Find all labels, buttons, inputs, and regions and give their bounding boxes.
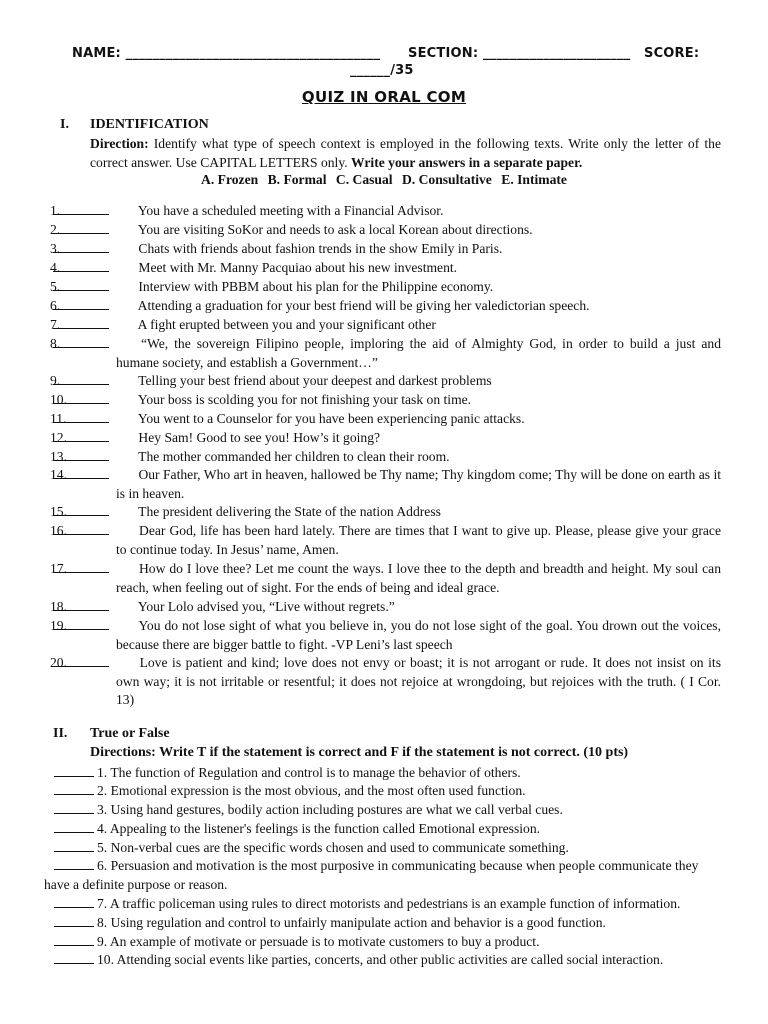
identification-item [50,221,721,240]
item-text: You have a scheduled meeting with a Financial Advisor. [137,203,444,218]
item-text: A traffic policeman using rules to direct motorists and pedestrians is an example function of information. [109,896,681,911]
identification-item [50,240,721,259]
identification-item [50,391,721,410]
option-a: A. Frozen [201,172,259,187]
item-number: 4. [50,260,61,275]
item-number: 7. [50,317,61,332]
identification-item-body [50,598,721,617]
item-text: Using hand gestures, bodily action including postures are what we call verbal cues. [110,802,563,817]
answer-blank[interactable] [53,221,109,234]
item-number: 9. [97,934,108,949]
identification-item [50,410,721,429]
item-number: 18. [50,599,67,614]
item-text: Dear God, life has been hard lately. There are times that I want to give up. Please, please give your grace to continue today. In Jesus’ name, Amen. [116,523,721,557]
item-number: 14. [50,467,67,482]
item-number: 1. [50,203,61,218]
answer-blank[interactable] [53,372,109,385]
identification-item [50,654,721,710]
true-false-item [54,895,722,914]
identification-item-body [50,560,721,597]
item-number: 7. [97,896,108,911]
item-number: 4. [97,821,108,836]
item-text: Hey Sam! Good to see you! How’s it going? [138,430,381,445]
item-number: 6. [50,298,61,313]
true-false-item [54,933,722,952]
answer-options [0,172,768,188]
answer-blank[interactable] [53,278,109,291]
identification-item-body [50,466,722,503]
item-number: 2. [97,783,108,798]
identification-item-body [50,372,721,391]
true-false-item [54,914,722,933]
direction-label: Direction: [90,136,149,151]
item-number: 12. [50,430,67,445]
item-number: 5. [50,279,61,294]
item-number: 8. [50,336,61,351]
identification-item [50,466,722,503]
item-text: “We, the sovereign Filipino people, imploring the aid of Almighty God, in order to build a just and humane society, and establish a Government…” [116,336,721,370]
true-false-item [54,801,722,820]
item-number: 13. [50,449,67,464]
identification-item [50,278,721,297]
item-text: Your Lolo advised you, “Live without regrets.” [137,599,395,614]
identification-item-body [50,410,721,429]
answer-blank[interactable] [54,857,94,870]
item-text: You are visiting SoKor and needs to ask a local Korean about directions. [137,222,533,237]
item-number: 15. [50,504,67,519]
identification-item [50,560,721,597]
item-text: The function of Regulation and control is to manage the behavior of others. [110,765,521,780]
identification-item [50,372,721,391]
answer-blank[interactable] [54,933,94,946]
identification-item [50,259,721,278]
option-d: D. Consultative [401,172,492,187]
item-text: The president delivering the State of the nation Address [138,504,441,519]
item-text: Appealing to the listener's feelings is the function called Emotional expression. [109,821,541,836]
item-text: You went to a Counselor for you have been experiencing panic attacks. [137,411,525,426]
true-false-item [54,820,722,839]
item-number: 3. [97,802,108,817]
item-text: An example of motivate or persuade is to motivate customers to buy a product. [109,934,540,949]
answer-blank[interactable] [53,316,109,329]
identification-item [50,429,721,448]
identification-item [50,316,721,335]
item-number: 16. [50,523,67,538]
direction-bold-text: Write your answers in a separate paper. [351,154,583,170]
identification-item [50,335,721,372]
identification-item-body [50,617,721,654]
part2-directions: Directions: Write T if the statement is correct and F if the statement is not correct. (10 pts) [90,745,629,760]
part1-direction [90,135,721,172]
answer-blank[interactable] [54,951,94,964]
identification-item-body [50,429,721,448]
page-title: QUIZ IN ORAL COM [301,88,467,106]
item-number: 19. [50,618,67,633]
identification-item-body [50,202,721,221]
answer-blank[interactable] [54,764,94,777]
answer-blank[interactable] [53,335,109,348]
true-false-item [54,764,722,783]
identification-item-body [50,391,721,410]
name-field-label: NAME: ______________________________________ [72,46,381,61]
item-text: How do I love thee? Let me count the ways. I love thee to the depth and breadth and height. My soul can reach, when feeling out of sight. For the ends of being and ideal grace. [116,561,721,595]
identification-item-body [50,259,721,278]
true-false-item [54,839,722,858]
part2-numeral: II. [53,726,68,741]
identification-item-body [50,522,721,559]
identification-item-body [50,448,721,467]
option-c: C. Casual [335,172,393,187]
answer-blank[interactable] [54,801,94,814]
part2-heading: True or False [90,726,170,741]
true-false-item [44,857,722,894]
item-text: The mother commanded her children to clean their room. [138,449,450,464]
item-text: Persuasion and motivation is the most purposive in communicating because when people communicate they have a definite purpose or reason. [44,858,699,892]
answer-blank[interactable] [54,895,94,908]
identification-item-body [50,335,721,372]
item-number: 11. [50,411,67,426]
score-label: SCORE: [644,46,700,61]
item-number: 9. [50,373,61,388]
item-text: Telling your best friend about your deepest and darkest problems [138,373,492,388]
identification-item-body [50,654,721,710]
identification-item [50,598,721,617]
item-text: Emotional expression is the most obvious, and the most often used function. [110,783,526,798]
identification-item [50,448,721,467]
answer-blank[interactable] [54,839,94,852]
item-number: 20. [50,655,67,670]
item-text: Your boss is scolding you for not finishing your task on time. [137,392,472,407]
direction-text: Identify what type of speech context is employed in the following texts. Write only the letter of the correct answer. Use CAPITAL LETTERS only. [90,136,721,170]
item-number: 6. [97,858,108,873]
item-number: 10. [97,952,114,967]
score-line: ______/35 [350,63,414,78]
option-b: B. Formal [267,172,327,187]
option-e: E. Intimate [501,172,567,187]
section-field-label: SECTION: ______________________ [408,46,631,61]
answer-blank[interactable] [53,202,109,215]
item-number: 8. [97,915,108,930]
item-text: Chats with friends about fashion trends in the show Emily in Paris. [138,241,503,256]
answer-blank[interactable] [54,820,94,833]
answer-blank[interactable] [53,297,109,310]
identification-item [50,522,721,559]
identification-item-body [50,278,721,297]
item-text: Interview with PBBM about his plan for the Philippine economy. [138,279,494,294]
item-text: Using regulation and control to unfairly manipulate action and behavior is a good function. [110,915,606,930]
true-false-item [54,951,722,970]
identification-item-body [50,503,721,522]
item-text: You do not lose sight of what you believe in, you do not lose sight of the goal. You drown out the voices, because there are bigger battle to fight. -VP Leni’s last speech [116,618,721,652]
item-number: 2. [50,222,61,237]
true-false-item [54,782,722,801]
answer-blank[interactable] [54,914,94,927]
answer-blank[interactable] [53,259,109,272]
item-number: 3. [50,241,61,256]
item-text: A fight erupted between you and your significant other [137,317,436,332]
item-number: 10. [50,392,67,407]
item-text: Non-verbal cues are the specific words chosen and used to communicate something. [110,840,569,855]
item-number: 5. [97,840,108,855]
identification-item [50,617,721,654]
answer-blank[interactable] [54,782,94,795]
identification-item-body [50,221,721,240]
identification-item [50,297,721,316]
item-number: 1. [97,765,108,780]
part1-heading: IDENTIFICATION [90,117,209,132]
item-text: Love is patient and kind; love does not envy or boast; it is not arrogant or rude. It does not insist on its own way; it is not irritable or resentful; it does not rejoice at wrongdoing, but rejoices with the truth. ( I Cor. 13) [116,655,721,708]
item-number: 17. [50,561,67,576]
identification-item-body [50,297,721,316]
item-text: Attending social events like parties, concerts, and other public activities are called social interaction. [116,952,664,967]
part1-numeral: I. [60,117,69,132]
identification-item [50,202,721,221]
answer-blank[interactable] [53,240,109,253]
item-text: Meet with Mr. Manny Pacquiao about his new investment. [138,260,458,275]
item-text: Our Father, Who art in heaven, hallowed be Thy name; Thy kingdom come; Thy will be done on earth as it is in heaven. [116,467,722,501]
identification-item-body [50,316,721,335]
item-text: Attending a graduation for your best friend will be giving her valedictorian speech. [137,298,590,313]
identification-item [50,503,721,522]
identification-item-body [50,240,721,259]
